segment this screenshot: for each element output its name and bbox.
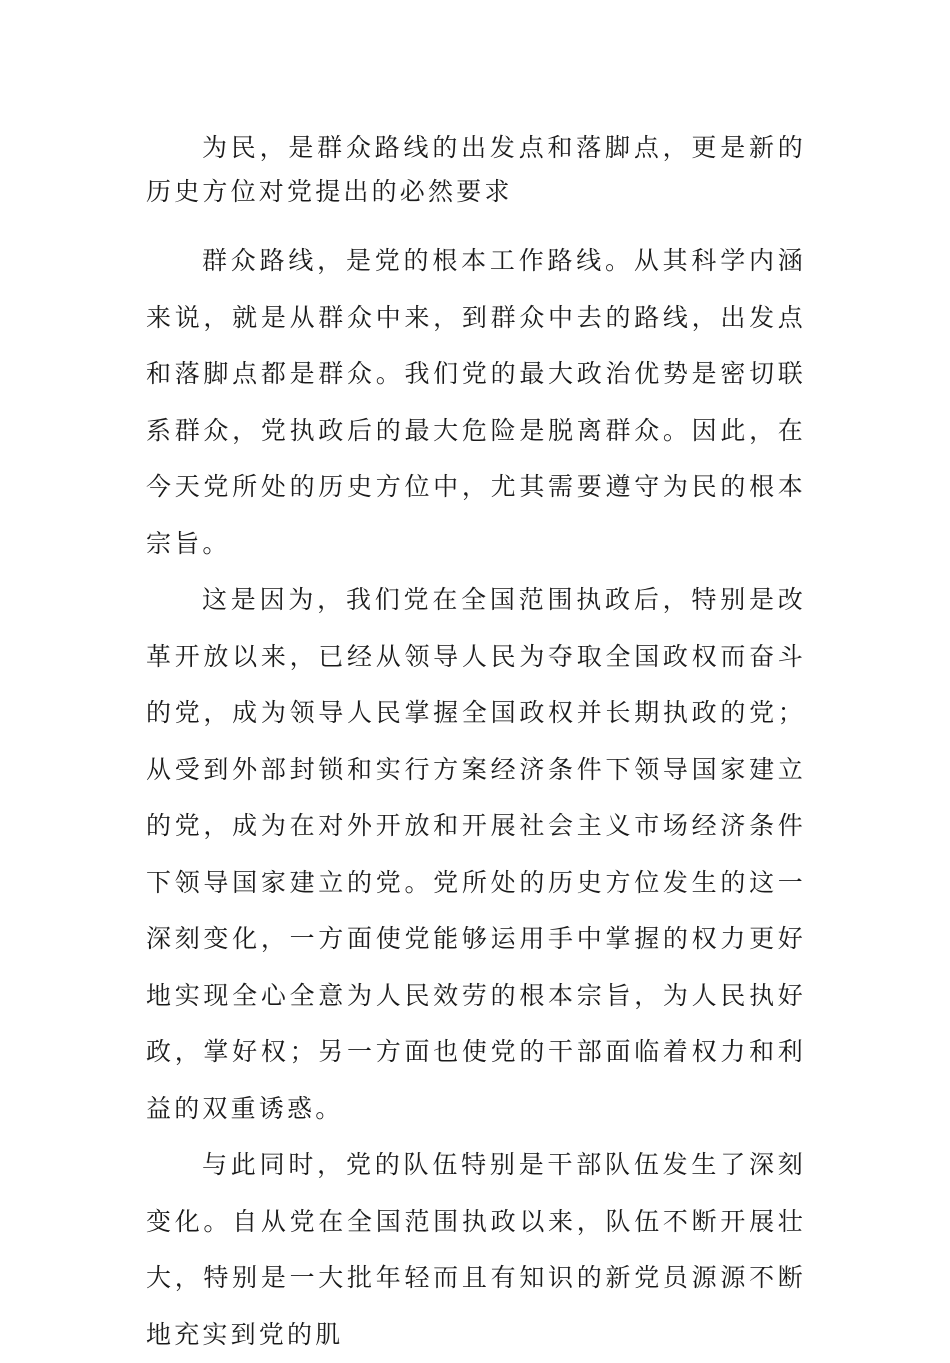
paragraph: 这是因为，我们党在全国范围执政后，特别是改革开放以来，已经从领导人民为夺取全国政权而奋斗的党，成为领导人民掌握全国政权并长期执政的党；从受到外部封锁和实行方案经济条件下领导国家建立的党，成为在对外开放和开展社会主义市场经济条件下领导国家建立的党。党所处的历史方位发生的这一深刻变化，一方面使党能够运用手中掌握的权力更好地实现全心全意为人民效劳的根本宗旨，为人民执好政，掌好权；另一方面也使党的干部面临着权力和利益的双重诱惑。 xyxy=(146,585,806,1123)
paragraph: 群众路线，是党的根本工作路线。从其科学内涵来说，就是从群众中来，到群众中去的路线，出发点和落脚点都是群众。我们党的最大政治优势是密切联系群众，党执政后的最大危险是脱离群众。因此，在今天党所处的历史方位中，尤其需要遵守为民的根本宗旨。 xyxy=(146,246,806,558)
paragraph: 与此同时，党的队伍特别是干部队伍发生了深刻变化。自从党在全国范围执政以来，队伍不断开展壮大，特别是一大批年轻而且有知识的新党员源源不断地充实到党的肌 xyxy=(146,1150,806,1349)
section-heading: 为民，是群众路线的出发点和落脚点，更是新的历史方位对党提出的必然要求 xyxy=(146,133,806,206)
document-body xyxy=(146,233,806,1363)
